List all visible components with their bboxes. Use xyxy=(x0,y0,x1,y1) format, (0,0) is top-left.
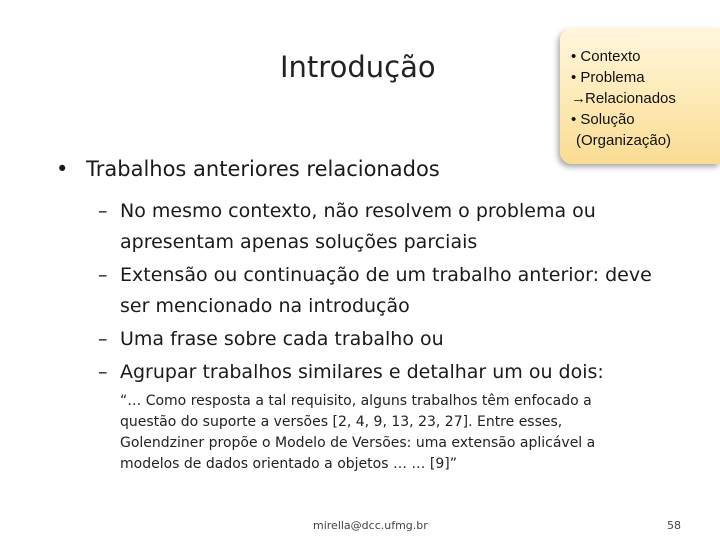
dash-marker: – xyxy=(98,264,108,286)
arrow-right-icon: → xyxy=(571,90,585,107)
outline-item-organizacao: (Organização) xyxy=(576,132,672,149)
dash-marker: – xyxy=(98,328,108,350)
outline-item-solucao: • Solução xyxy=(571,111,635,128)
dash-marker: – xyxy=(98,200,108,222)
bullet-marker: • xyxy=(56,157,69,181)
sub-bullet xyxy=(98,196,658,258)
footer-email: mirella@dcc.ufmg.br xyxy=(313,519,428,532)
sub-bullet xyxy=(98,260,658,322)
example-quote: “… Como resposta a tal requisito, alguns trabalhos têm enfocado a questão do suporte a versões [2, 4, 9, 13, 23, 27]. Entre esses, Golendziner propõe o Modelo de Versões: uma extensão aplicável a modelos de dados orientado a objetos … … [9]” xyxy=(120,393,596,472)
outline-item-relacionados xyxy=(571,88,712,109)
sub-bullet-text: Agrupar trabalhos similares e detalhar um ou dois: xyxy=(120,361,604,383)
dash-marker: – xyxy=(98,361,108,383)
main-bullet xyxy=(56,157,440,181)
outline-callout xyxy=(560,28,720,164)
sub-bullet-text: No mesmo contexto, não resolvem o problema ou apresentam apenas soluções parciais xyxy=(120,200,596,253)
main-bullet-text: Trabalhos anteriores relacionados xyxy=(86,157,440,181)
sub-bullet xyxy=(98,324,658,355)
sub-bullet-list xyxy=(98,196,658,390)
sub-bullet-text: Uma frase sobre cada trabalho ou xyxy=(120,328,444,350)
outline-item-problema: • Problema xyxy=(571,69,645,86)
sub-bullet xyxy=(98,357,658,388)
page-number: 58 xyxy=(667,519,681,532)
slide-title: Introdução xyxy=(280,50,436,84)
outline-item-contexto: • Contexto xyxy=(571,48,641,65)
outline-item-relacionados-label: Relacionados xyxy=(585,90,676,107)
sub-bullet-text: Extensão ou continuação de um trabalho anterior: deve ser mencionado na introdução xyxy=(120,264,652,317)
